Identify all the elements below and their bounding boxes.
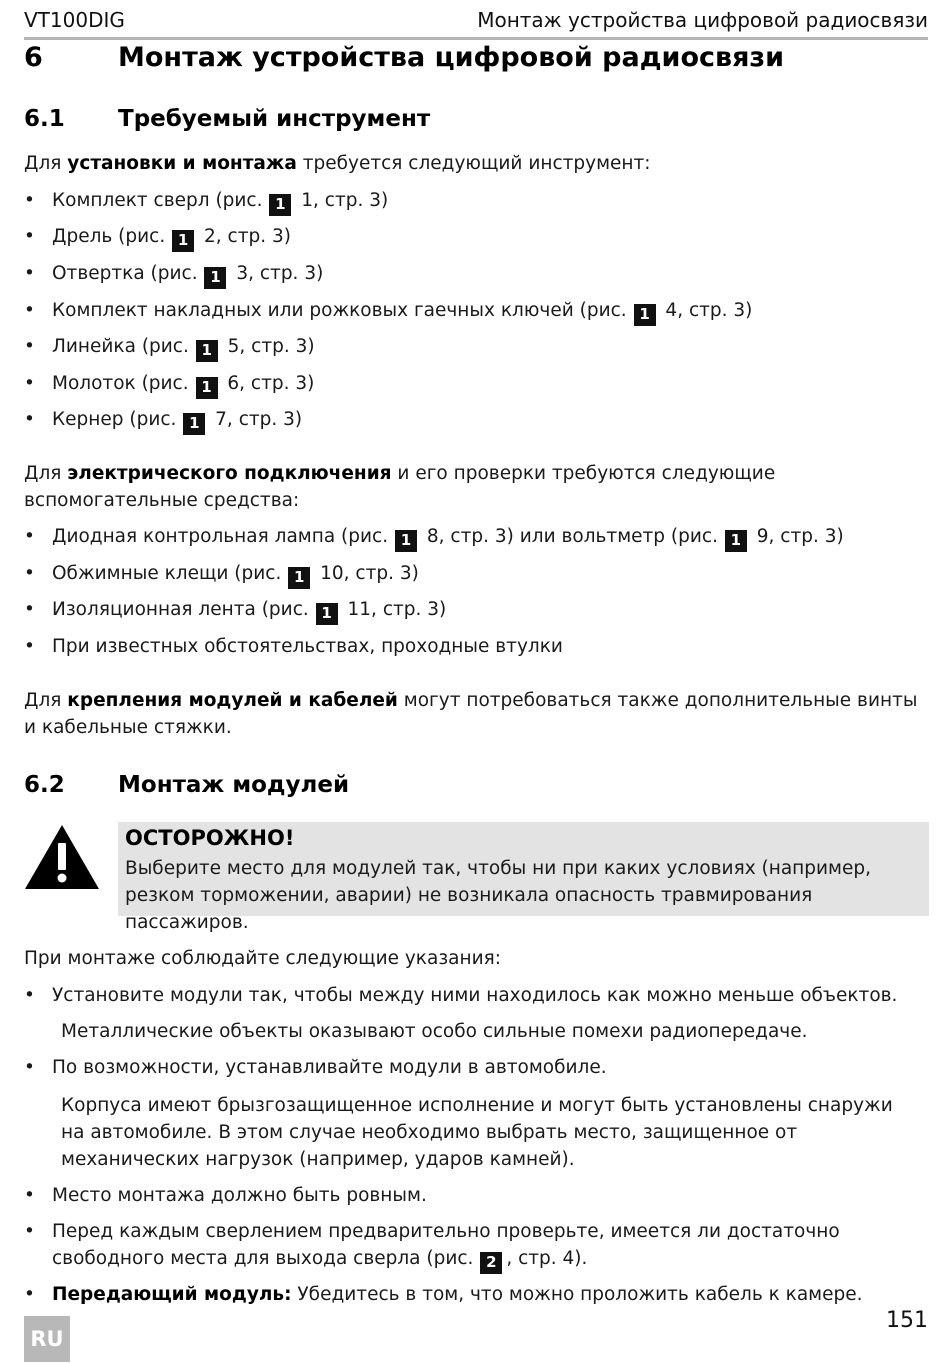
figure-ref-badge: 1 <box>725 530 747 552</box>
running-header <box>24 6 928 36</box>
figure-ref-badge: 1 <box>196 377 218 399</box>
warning-text: Выберите место для модулей так, чтобы ни при каких условиях (например, резком торможении, аварии) не возникала опасность травмирования пассажиров. <box>125 858 871 933</box>
mounting-note: Для крепления модулей и кабелей могут потребоваться также дополнительные винты и кабельные стяжки. <box>24 690 918 738</box>
figure-ref-badge: 1 <box>288 567 310 589</box>
manual-page: VT100DIG Монтаж устройства цифровой радиосвязи 6 Монтаж устройства цифровой радиосвязи 6.1 Требуемый инструмент Для установки и монтажа требуется следующий инструмент: • Комплект сверл (рис. 1 1, стр. 3) • Дрель (рис. 1 2, стр. 3) • Отвертка (рис. 1 3, стр. 3) • Комплект накладных или рожковых гаечных ключей (рис. 1 4, стр. 3) • Линейка (рис. 1 5, стр. 3) • Молоток (рис. 1 6, стр. 3) • Кернер (рис. 1 7, стр. 3) Для электрического подключения и его проверки требуются следующие вспомогательные средства: • Диодная контрольная лампа (рис. 1 8, стр. 3) или вольтметр (рис. 1 9, стр. 3) • Обжимные клещи (рис. 1 10, стр. 3) • Изоляционная лента (рис. 1 11, стр. 3) • При известных обстоятельствах, проходные втулки Для крепления модулей и кабелей могут потребоваться также дополнительные винты и кабельные стяжки. 6.2 Монтаж модулей ОСТОРОЖНО! Выберите место для модулей так, чтобы ни при каких условиях (например, резком торможении, аварии) не возникала опасность травмирования пассажиров. При монтаже соблюдайте следующие указания: • Установите модули так, чтобы между ними находилось как можно меньше объектов. Металлические объекты оказывают особо сильные помехи радиопередаче. • По возможности, устанавливайте модули в автомобиле. Корпуса имеют брызгозащищенное исполнение и могут быть установлены снаружи на автомобиле. В этом случае необходимо выбрать место, защищенное от механических нагрузок (например, ударов камней). • Место монтажа должно быть ровным. • Перед каждым сверлением предварительно проверьте, имеется ли достаточно свободного места для выхода сверла (рис. 2 , стр. 4). • Передающий модуль: Убедитесь в том, что можно проложить кабель к камере. RU 151 <box>0 0 950 1363</box>
warning-triangle-icon <box>24 823 100 891</box>
figure-ref-badge: 1 <box>172 230 194 252</box>
electric-intro: Для электрического подключения и его проверки требуются следующие вспомогательные средства: <box>24 463 776 511</box>
figure-ref-badge: 1 <box>395 530 417 552</box>
figure-ref-badge: 1 <box>634 304 656 326</box>
header-rule <box>24 37 928 40</box>
figure-ref-badge: 1 <box>269 194 291 216</box>
mounting-intro: При монтаже соблюдайте следующие указания: <box>24 948 501 969</box>
figure-ref-badge: 1 <box>204 267 226 289</box>
figure-ref-badge: 2 <box>480 1252 502 1274</box>
section-title: Монтаж модулей <box>118 772 350 798</box>
section-number: 6.2 <box>24 772 65 798</box>
language-badge: RU <box>24 1316 70 1362</box>
warning-title: ОСТОРОЖНО! <box>125 826 295 850</box>
chapter-number: 6 <box>24 42 43 73</box>
chapter-title: Монтаж устройства цифровой радиосвязи <box>118 42 785 73</box>
figure-ref-badge: 1 <box>316 603 338 625</box>
list-item-note: Корпуса имеют брызгозащищенное исполнение и могут быть установлены снаружи на автомобиле. В этом случае необходимо выбрать место, защищенное от механических нагрузок (например, ударов камней). <box>61 1095 893 1170</box>
header-section-title: Монтаж устройства цифровой радиосвязи <box>477 8 928 32</box>
list-item-note: Металлические объекты оказывают особо сильные помехи радиопередаче. <box>61 1021 808 1042</box>
section-title: Требуемый инструмент <box>118 106 431 132</box>
figure-ref-badge: 1 <box>183 413 205 435</box>
figure-ref-badge: 1 <box>196 340 218 362</box>
header-model: VT100DIG <box>24 8 125 32</box>
tools-intro: Для установки и монтажа требуется следующий инструмент: <box>24 153 651 174</box>
section-number: 6.1 <box>24 106 65 132</box>
warning-box <box>118 822 929 933</box>
page-number: 151 <box>886 1308 928 1333</box>
